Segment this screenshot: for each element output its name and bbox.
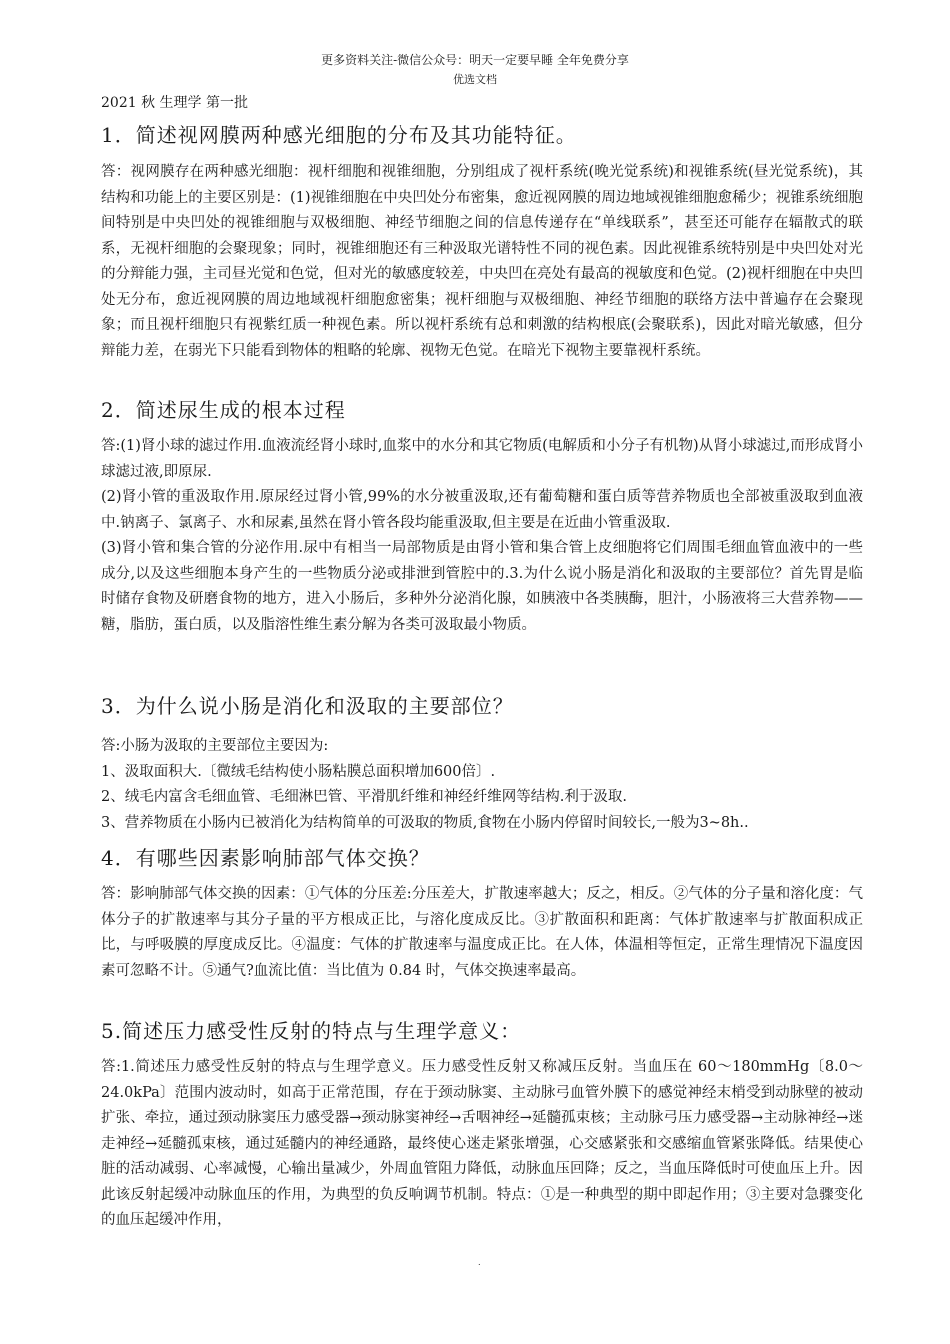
answer-3-paragraph: 2、绒毛内富含毛细血管、毛细淋巴管、平滑肌纤维和神经纤维网等结构.利于汲取. [101,789,627,805]
answer-5-paragraph: 答:1.简述压力感受性反射的特点与生理学意义。压力感受性反射又称减压反射。当血压在 60～180mmHg〔8.0～24.0kPa〕范围内波动时，如高于正常范围，存在于颈动脉窦、主动脉弓血管外膜下的感觉神经末梢受到动脉壁的被动扩张、牵拉，通过颈动脉窦压力感受器→颈动脉窦神经→舌咽神经→延髓孤束核；主动脉弓压力感受器→主动脉神经→迷走神经→延髓孤束核，通过延髓内的神经通路，最终使心迷走紧张增强，心交感紧张和交感缩血管紧张降低。结果使心脏的活动减弱、心率减慢，心输出量减少，外周血管阻力降低，动脉血压回降；反之，当血压降低时可使血压上升。因此该反射起缓冲动脉血压的作用，为典型的负反响调节机制。特点：①是一种典型的期中即起作用；③主要对急骤变化的血压起缓冲作用， [101,1059,864,1228]
answer-4-paragraph: 答：影响肺部气体交换的因素：①气体的分压差:分压差大，扩散速率越大；反之，相反。②气体的分子量和溶化度：气体分子的扩散速率与其分子量的平方根成正比，与溶化度成反比。③扩散面积和距离：气体扩散速率与扩散面积成正比，与呼吸膜的厚度成反比。④温度：气体的扩散速率与温度成正比。在人体，体温相等恒定，正常生理情况下温度因素可忽略不计。⑤通气?血流比值：当比值为 0.84 时，气体交换速率最高。 [101,886,863,979]
question-4-title: 4．有哪些因素影响肺部气体交换？ [101,846,430,870]
answer-4 [101,882,863,984]
answer-5 [101,1055,863,1234]
answer-1 [101,160,863,364]
question-2-title: 2．简述尿生成的根本过程 [101,398,346,422]
document-subtitle: 2021 秋 生理学 第一批 [101,95,248,111]
answer-2-paragraph: (3)肾小管和集合管的分泌作用.尿中有相当一局部物质是由肾小管和集合管上皮细胞将它们周围毛细血管血液中的一些成分,以及这些细胞本身产生的一些物质分泌或排泄到管腔中的.3.为什么说小肠是消化和汲取的主要部位？首先胃是临时储存食物及研磨食物的地方，进入小肠后，多种外分泌消化腺，如胰液中各类胰酶，胆汁，小肠液将三大营养物——糖，脂肪，蛋白质，以及脂溶性维生素分解为各类可汲取最小物质。 [101,540,863,633]
answer-2-paragraph: 答:(1)肾小球的滤过作用.血液流经肾小球时,血浆中的水分和其它物质(电解质和小分子有机物)从肾小球滤过,而形成肾小球滤过液,即原尿. [101,438,863,480]
question-5-title: 5.简述压力感受性反射的特点与生理学意义： [101,1019,522,1043]
question-1-title: 1．简述视网膜两种感光细胞的分布及其功能特征。 [101,123,577,147]
answer-3-paragraph: 答:小肠为汲取的主要部位主要因为: [101,738,329,754]
header-doc-label: 优选文档 [453,73,497,86]
question-3-title: 3．为什么说小肠是消化和汲取的主要部位？ [101,694,514,718]
answer-3 [101,734,863,836]
answer-3-paragraph: 1、汲取面积大.〔微绒毛结构使小肠粘膜总面积增加600倍〕. [101,763,496,780]
answer-2-paragraph: (2)肾小管的重汲取作用.原尿经过肾小管,99%的水分被重汲取,还有葡萄糖和蛋白质等营养物质也全部被重汲取到血液中.钠离子、氯离子、水和尿素,虽然在肾小管各段均能重汲取,但主要是在近曲小管重汲取. [101,489,863,531]
answer-1-paragraph: 答：视网膜存在两种感光细胞：视杆细胞和视锥细胞，分别组成了视杆系统(晚光觉系统)和视锥系统(昼光觉系统)，其结构和功能上的主要区别是：(1)视锥细胞在中央凹处分布密集，愈近视网膜的周边地域视锥细胞愈稀少；视锥系统细胞间特别是中央凹处的视锥细胞与双极细胞、神经节细胞之间的信息传递存在“单线联系”，甚至还可能存在辐散式的联系，无视杆细胞的会聚现象；同时，视锥细胞还有三种汲取光谱特性不同的视色素。因此视锥系统特别是中央凹处对光的分辩能力强，主司昼光觉和色觉，但对光的敏感度较差，中央凹在亮处有最高的视敏度和色觉。(2)视杆细胞在中央凹处无分布，愈近视网膜的周边地域视杆细胞愈密集；视杆细胞与双极细胞、神经节细胞的联络方法中普遍存在会聚现象；而且视杆细胞只有视紫红质一种视色素。所以视杆系统有总和刺激的结构根底(会聚联系)，因此对暗光敏感，但分辩能力差，在弱光下只能看到物体的粗略的轮廓、视物无色觉。在暗光下视物主要靠视杆系统。 [101,164,863,359]
answer-3-paragraph: 3、营养物质在小肠内已被消化为结构简单的可汲取的物质,食物在小肠内停留时间较长,一般为3~8h.. [101,814,749,831]
header-promo-line: 更多资料关注-微信公众号：明天一定要早睡 全年免费分享 [321,53,629,67]
answer-2 [101,434,863,638]
footer-mark: . [478,1258,481,1267]
